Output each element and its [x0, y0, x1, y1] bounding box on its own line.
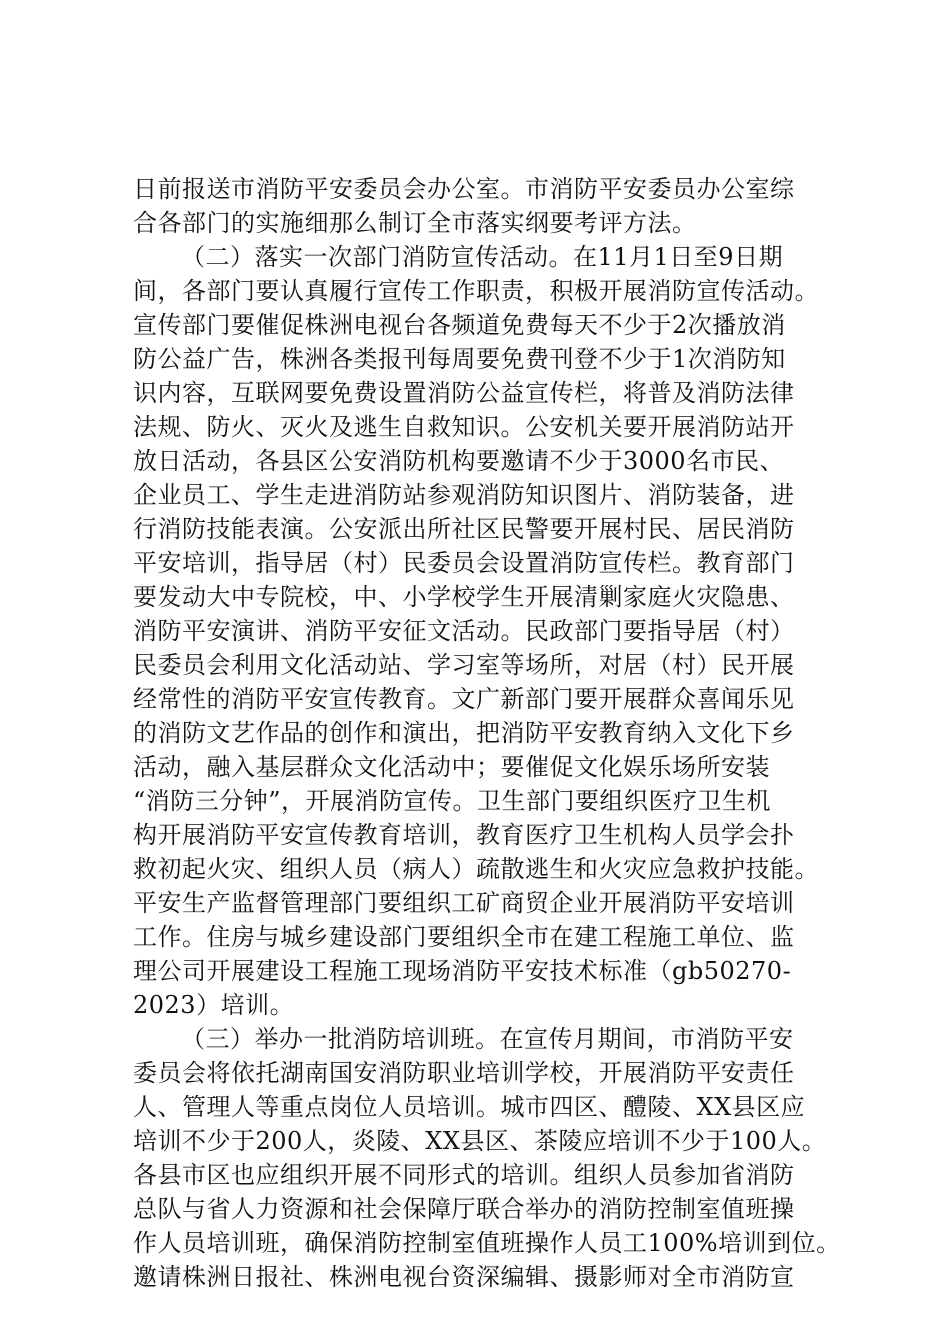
text-line: （二）落实一次部门消防宣传活动。在11月1日至9日期 [181, 243, 784, 271]
text-line: 的消防文艺作品的创作和演出，把消防平安教育纳入文化下乡 [133, 719, 795, 747]
text-line: 工作。住房与城乡建设部门要组织全市在建工程施工单位、监 [133, 923, 795, 951]
text-line: 合各部门的实施细那么制订全市落实纲要考评方法。 [133, 209, 697, 237]
text-line: 构开展消防平安宣传教育培训，教育医疗卫生机构人员学会扑 [133, 821, 795, 849]
text-line: （三）举办一批消防培训班。在宣传月期间，市消防平安 [181, 1025, 794, 1053]
text-line: 理公司开展建设工程施工现场消防平安技术标准（gb50270- [133, 957, 792, 985]
text-line: 间，各部门要认真履行宣传工作职责，积极开展消防宣传活动。 [133, 277, 819, 305]
document-body [133, 172, 841, 1294]
text-line: 识内容，互联网要免费设置消防公益宣传栏，将普及消防法律 [133, 379, 795, 407]
text-line: 防公益广告，株洲各类报刊每周要免费刊登不少于1次消防知 [133, 345, 786, 373]
text-line: 平安生产监督管理部门要组织工矿商贸企业开展消防平安培训 [133, 889, 795, 917]
text-line: 行消防技能表演。公安派出所社区民警要开展村民、居民消防 [133, 515, 795, 543]
text-line: 救初起火灾、组织人员（病人）疏散逃生和火灾应急救护技能。 [133, 855, 819, 883]
text-line: “消防三分钟”，开展消防宣传。卫生部门要组织医疗卫生机 [133, 787, 772, 815]
text-line: 邀请株洲日报社、株洲电视台资深编辑、摄影师对全市消防宣 [133, 1263, 795, 1291]
text-line: 经常性的消防平安宣传教育。文广新部门要开展群众喜闻乐见 [133, 685, 795, 713]
text-line: 作人员培训班，确保消防控制室值班操作人员工100%培训到位。 [133, 1229, 841, 1257]
text-line: 平安培训，指导居（村）民委员会设置消防宣传栏。教育部门 [133, 549, 795, 577]
text-line: 放日活动，各县区公安消防机构要邀请不少于3000名市民、 [133, 447, 785, 475]
text-line: 2023）培训。 [133, 991, 295, 1019]
text-line: 人、管理人等重点岗位人员培训。城市四区、醴陵、XX县区应 [133, 1093, 806, 1121]
text-line: 活动，融入基层群众文化活动中；要催促文化娱乐场所安装 [133, 753, 770, 781]
text-line: 法规、防火、灭火及逃生自救知识。公安机关要开展消防站开 [133, 413, 795, 441]
text-line: 企业员工、学生走进消防站参观消防知识图片、消防装备，进 [133, 481, 795, 509]
text-line: 要发动大中专院校，中、小学校学生开展清剿家庭火灾隐患、 [133, 583, 795, 611]
text-line: 宣传部门要催促株洲电视台各频道免费每天不少于2次播放消 [133, 311, 786, 339]
text-line: 委员会将依托湖南国安消防职业培训学校，开展消防平安责任 [133, 1059, 795, 1087]
text-line: 日前报送市消防平安委员会办公室。市消防平安委员办公室综 [133, 175, 795, 203]
text-line: 总队与省人力资源和社会保障厅联合举办的消防控制室值班操 [133, 1195, 795, 1223]
text-line: 培训不少于200人，炎陵、XX县区、茶陵应培训不少于100人。 [133, 1127, 827, 1155]
text-line: 消防平安演讲、消防平安征文活动。民政部门要指导居（村） [133, 617, 795, 645]
text-line: 各县市区也应组织开展不同形式的培训。组织人员参加省消防 [133, 1161, 795, 1189]
text-line: 民委员会利用文化活动站、学习室等场所，对居（村）民开展 [133, 651, 795, 679]
